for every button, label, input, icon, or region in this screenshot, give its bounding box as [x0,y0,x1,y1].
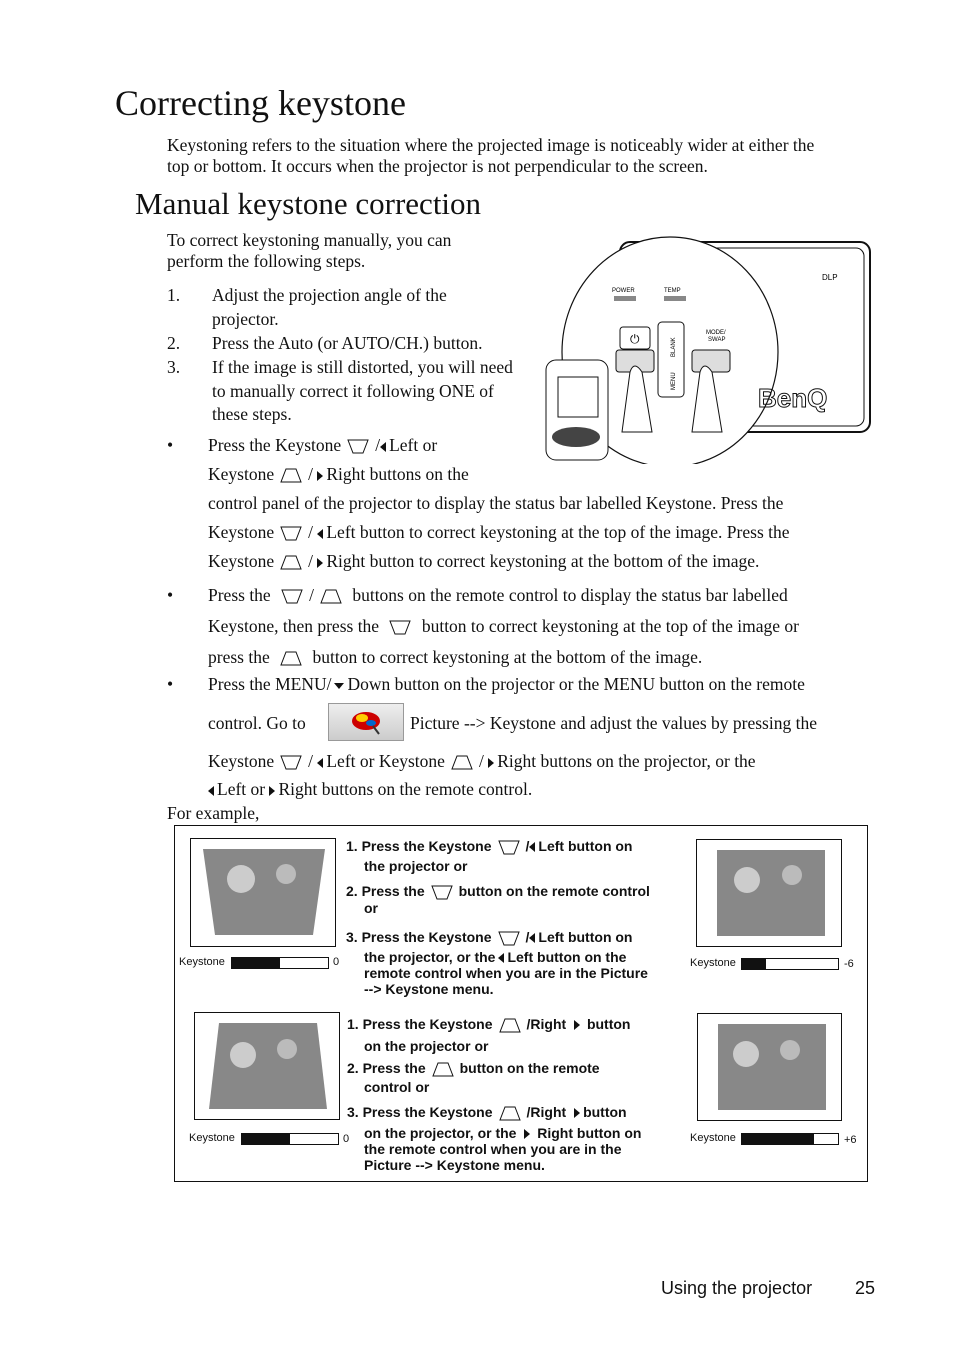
ex2-bar-right-val: +6 [844,1134,857,1146]
ex2-bar-left [241,1133,339,1145]
ex2-before-frame [194,1012,340,1120]
remote-keystone-buttons[interactable] [552,427,600,447]
ex2-after-image [698,1014,841,1120]
bullet-2: • [167,585,174,605]
picture-menu-icon [328,703,404,741]
left-arrow-icon [208,786,214,796]
ex2-step3-cont: on the projector, or the Right button on [364,1125,642,1141]
b3-line-2: control. Go to [208,713,306,733]
ex2-step3-cont3: Picture --> Keystone menu. [364,1157,545,1173]
bullet-1: • [167,435,174,455]
swap-label: SWAP [708,337,726,343]
keystone-up-icon [280,468,302,483]
step-2-text: Press the Auto (or AUTO/CH.) button. [212,333,483,353]
ex1-step2: 2. Press the button on the remote control [346,883,650,899]
menu-label: MENU [671,372,677,390]
keystone-up-icon [499,1106,521,1121]
ex2-step1-cont: on the projector or [364,1038,489,1054]
right-arrow-icon [488,758,494,768]
ex2-step2: 2. Press the button on the remote [347,1060,600,1076]
bullet-3: • [167,674,174,694]
b1-line-1: Press the Keystone / Left or [208,435,438,455]
ex2-bar-right-label: Keystone [690,1132,736,1144]
mode-label: MODE/ [706,330,726,336]
ex2-after-frame [697,1013,842,1121]
ex2-bar-right [741,1133,839,1145]
keystone-down-icon [498,840,520,855]
b3-line-2-rest: Picture --> Keystone and adjust the values by pressing the [410,713,817,733]
remote-keystone-down-icon [389,620,411,635]
ex1-bar-left-label: Keystone [179,956,225,968]
for-example: For example, [167,803,260,823]
keystone-up-icon [451,755,473,770]
brand-logo: BenQ [758,383,828,413]
ex1-before-frame [190,838,336,947]
ex1-step3-cont2: remote control when you are in the Picture [364,965,648,981]
remote-keystone-down-icon [431,885,453,900]
blank-label: BLANK [671,337,677,357]
ex1-step3-cont: the projector, or the Left button on the [364,949,627,965]
left-arrow-icon [317,758,323,768]
ex1-step3-cont3: --> Keystone menu. [364,981,494,997]
left-arrow-icon [380,442,386,452]
b3-line-1: Press the MENU/ Down button on the projector or the MENU button on the remote [208,674,805,694]
power-icon: ⏻ [630,332,640,346]
power-label: POWER [612,288,635,294]
b2-line-1: Press the / buttons on the remote control to display the status bar labelled [208,585,788,605]
page-title: Correcting keystone [115,83,406,123]
b1-line-2: Keystone / Right buttons on the [208,464,469,484]
right-arrow-icon [574,1020,580,1030]
remote-keystone-up-icon [320,589,342,604]
step-2-num: 2. [167,333,181,353]
ex2-step2-cont: control or [364,1079,430,1095]
ex2-bar-left-label: Keystone [189,1132,235,1144]
remote-keystone-up-icon [280,651,302,666]
ex2-bar-right-fill [742,1134,814,1144]
down-arrow-icon [334,683,344,689]
temp-led [664,296,686,301]
lead-line-2: perform the following steps. [167,251,366,271]
ex1-bar-left [231,957,329,969]
b3-line-4: Left or Right buttons on the remote control. [208,778,532,800]
ex2-bar-left-val: 0 [343,1133,350,1145]
ex1-before-image [191,839,335,946]
keystone-down-icon [280,526,302,541]
section-title: Manual keystone correction [135,186,482,221]
ex1-bar-right-fill [742,959,766,969]
remote-keystone-up-icon [432,1062,454,1077]
ex1-step3: 3. Press the Keystone / Left button on [346,929,633,945]
b1-line-3: control panel of the projector to display the status bar labelled Keystone. Press the [208,493,784,513]
right-arrow-icon [269,786,275,796]
ex1-bar-left-fill [232,958,280,968]
ex1-after-frame [696,839,842,947]
ex2-step3: 3. Press the Keystone /Right button [347,1104,627,1120]
step-3-num: 3. [167,357,181,377]
dlp-logo: DLP [822,273,838,282]
projector-illustration [540,232,874,464]
step-1-line-1: Adjust the projection angle of the [212,285,447,305]
ex1-bar-right-val: -6 [844,958,854,970]
ex2-before-image [195,1013,339,1119]
intro-line-2: top or bottom. It occurs when the projector is not perpendicular to the screen. [167,156,708,176]
remote-keystone-down-icon [281,589,303,604]
power-led [614,296,636,301]
ex1-bar-right [741,958,839,970]
ex2-bar-left-fill [242,1134,290,1144]
ex1-after-image [697,840,841,946]
right-arrow-icon [524,1129,530,1139]
step-1-line-2: projector. [212,309,279,329]
step-3-line-3: these steps. [212,404,292,424]
left-arrow-icon [498,953,504,963]
left-arrow-icon [317,529,323,539]
right-arrow-icon [317,558,323,568]
keystone-down-icon [280,755,302,770]
page-number: 25 [855,1278,876,1298]
keystone-right-button[interactable] [692,350,730,372]
step-3-line-1: If the image is still distorted, you will need [212,357,513,377]
b1-line-4: Keystone / Left button to correct keystoning at the top of the image. Press the [208,522,790,542]
ex1-bar-left-val: 0 [333,956,340,968]
step-3-line-2: to manually correct it following ONE of [212,381,494,401]
ex2-step1: 1. Press the Keystone /Right button [347,1016,631,1032]
footer-section: Using the projector [661,1278,813,1298]
left-arrow-icon [529,842,535,852]
step-1-num: 1. [167,285,181,305]
left-arrow-icon [529,933,535,943]
keystone-down-icon [347,439,369,454]
b2-line-3: press the button to correct keystoning at the bottom of the image. [208,647,703,667]
ex1-step1: 1. Press the Keystone / Left button on [346,838,633,854]
ex1-step2-cont: or [364,900,378,916]
ex2-step3-cont2: the remote control when you are in the [364,1141,622,1157]
ex1-bar-right-label: Keystone [690,957,736,969]
ex1-step1-cont: the projector or [364,858,468,874]
right-arrow-icon [317,471,323,481]
b2-line-2: Keystone, then press the button to correct keystoning at the top of the image or [208,616,799,636]
lead-line-1: To correct keystoning manually, you can [167,230,452,250]
intro-line-1: Keystoning refers to the situation where the projected image is noticeably wider at either the [167,135,815,155]
right-arrow-icon [574,1108,580,1118]
b1-line-5: Keystone / Right button to correct keystoning at the bottom of the image. [208,551,760,571]
keystone-up-icon [499,1018,521,1033]
b3-line-3: Keystone / Left or Keystone / Right buttons on the projector, or the [208,751,756,771]
keystone-down-icon [498,931,520,946]
temp-label: TEMP [664,288,681,294]
keystone-up-icon [280,555,302,570]
